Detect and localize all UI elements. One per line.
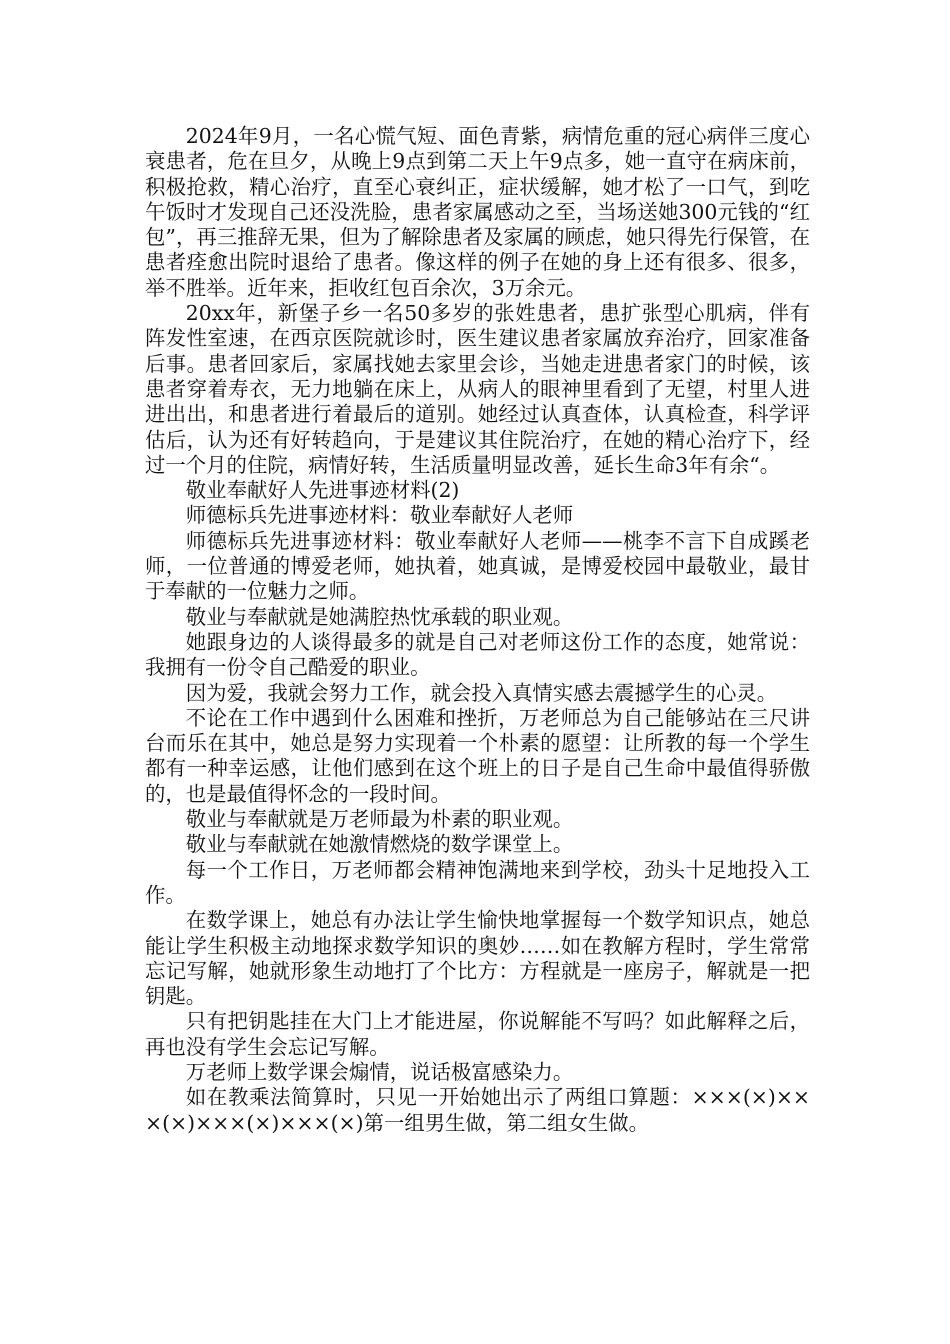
section-subtitle: 师德标兵先进事迹材料：敬业奉献好人老师 (185, 503, 574, 528)
paragraph-work-attitude: 她跟身边的人谈得最多的就是自己对老师这份工作的态度，她常说：我拥有一份令自己酷爱的职业。 (145, 629, 810, 680)
paragraph-inspiring-teaching: 万老师上数学课会煽情，说话极富感染力。 (185, 1059, 574, 1084)
paragraph-simple-career-view: 敬业与奉献就是万老师最为朴素的职业观。 (185, 807, 574, 832)
paragraph-math-lesson: 在数学课上，她总有办法让学生愉快地掌握每一个数学知识点，她总能让学生积极主动地探求数学知识的奥妙……如在教解方程时，学生常常忘记写解，她就形象生动地打了个比方：方程就是一座房子，解就是一把钥匙。 (145, 908, 810, 1009)
paragraph-patient-story-2024: 2024年9月，一名心慌气短、面色青紫，病情危重的冠心病伴三度心衰患者，危在旦夕，从晚上9点到第二天上午9点多，她一直守在病床前，积极抢救，精心治疗，直至心衰纠正，症状缓解，她才松了一口气，到吃午饭时才发现自己还没洗脸，患者家属感动之至，当场送她300元钱的“红包”，再三推辞无果，但为了解除患者及家属的顾虑，她只得先行保管，在患者痊愈出院时退给了患者。像这样的例子在她的身上还有很多、很多，举不胜举。近年来，拒收红包百余次，3万余元。 (145, 124, 810, 300)
paragraph-multiplication: 如在教乘法简算时，只见一开始她出示了两组口算题：×××(×)×××(×)×××(×)×××(×)第一组男生做，第二组女生做。 (145, 1085, 810, 1135)
paragraph-workday: 每一个工作日，万老师都会精神饱满地来到学校，劲头十足地投入工作。 (145, 857, 810, 907)
document-page (145, 124, 810, 1136)
paragraph-patient-story-20xx: 20xx年，新堡子乡一名50多岁的张姓患者，患扩张型心肌病，伴有阵发性室速，在西京医院就诊时，医生建议患者家属放弃治疗，回家准备后事。患者回家后，家属找她去家里会诊，当她走进患者家门的时候，该患者穿着寿衣，无力地躺在床上，从病人的眼神里看到了无望，村里人进进出出，和患者进行着最后的道别。她经过认真查体，认真检查，科学评估后，认为还有好转趋向，于是建议其住院治疗，在她的精心治疗下，经过一个月的住院，病情好转，生活质量明显改善，延长生命3年有余“。 (145, 301, 810, 477)
paragraph-key-metaphor: 只有把钥匙挂在大门上才能进屋，你说解能不写吗？如此解释之后，再也没有学生会忘记写解。 (145, 1009, 810, 1059)
paragraph-difficulties: 不论在工作中遇到什么困难和挫折，万老师总为自己能够站在三尺讲台而乐在其中，她总是努力实现着一个朴素的愿望：让所教的每一个学生都有一种幸运感，让他们感到在这个班上的日子是自己生命中最值得骄傲的，也是最值得怀念的一段时间。 (145, 705, 810, 806)
paragraph-math-classroom: 敬业与奉献就在她激情燃烧的数学课堂上。 (185, 832, 574, 857)
section-heading: 敬业奉献好人先进事迹材料(2) (185, 478, 460, 503)
paragraph-teacher-intro: 师德标兵先进事迹材料：敬业奉献好人老师——桃李不言下自成蹊老师，一位普通的博爱老师，她执着，她真诚，是博爱校园中最敬业，最甘于奉献的一位魅力之师。 (145, 528, 810, 604)
paragraph-because-love: 因为爱，我就会努力工作，就会投入真情实感去震撼学生的心灵。 (185, 680, 778, 705)
paragraph-career-view: 敬业与奉献就是她满腔热忱承载的职业观。 (185, 604, 574, 629)
